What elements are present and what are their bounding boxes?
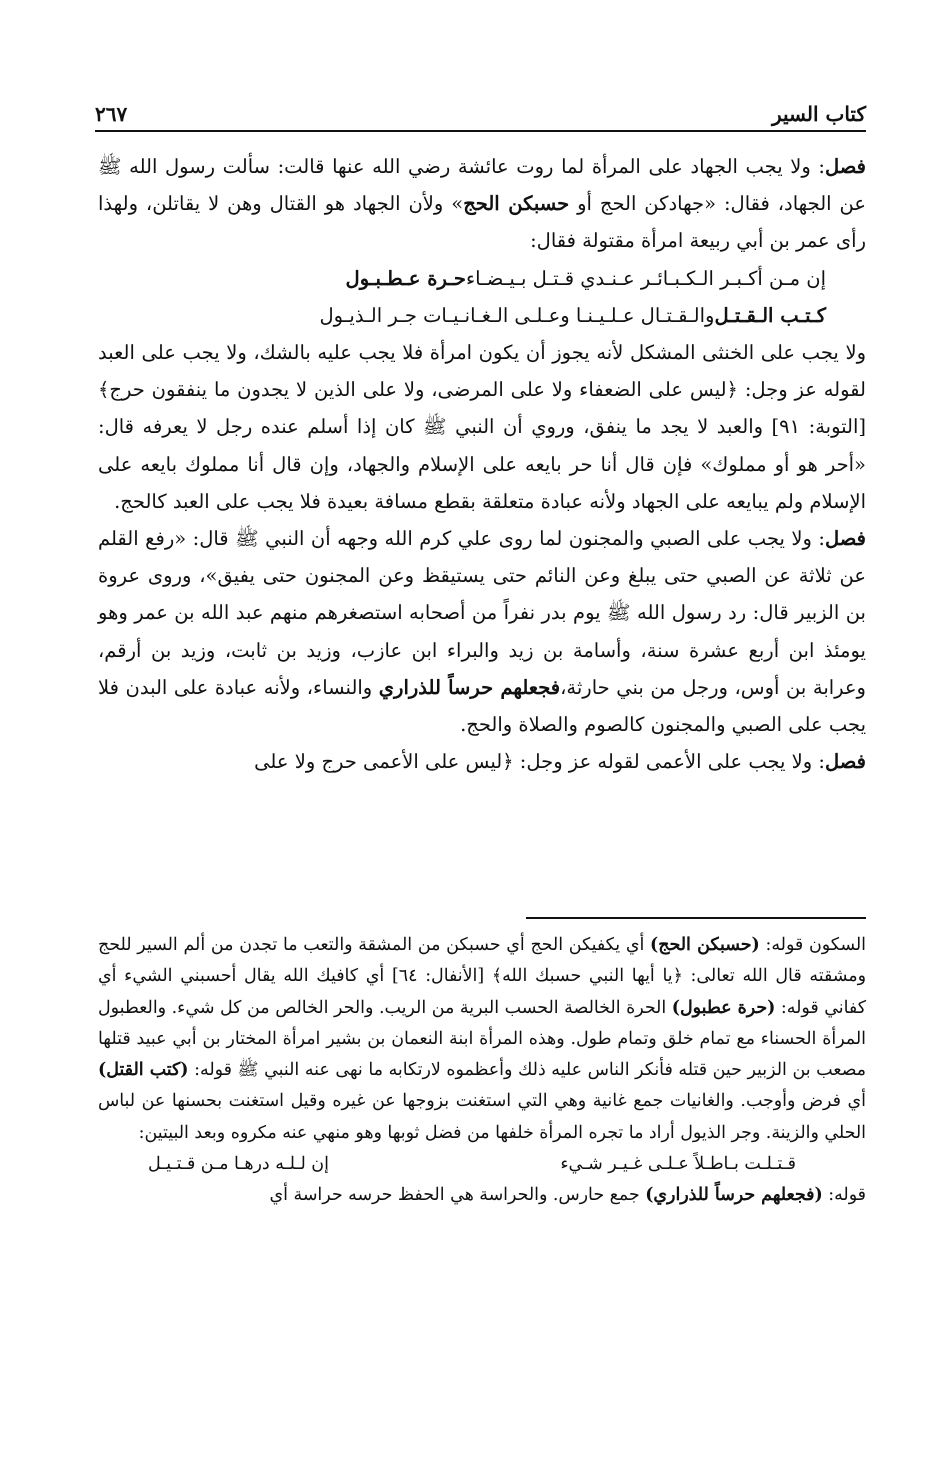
paragraph: فصل: ولا يجب على الأعمى لقوله عز وجل: ﴿ليس على الأعمى حرج ولا على [254, 750, 866, 774]
poem-verse: إن مـن أكـبـر الـكـبـائـر عـنـدي قـتـل بـيـضـاءحـرة عـطـبـول [345, 266, 826, 290]
paragraph: فصل: ولا يجب على الصبي والمجنون لما روى علي كرم الله وجهه أن النبي ﷺ قال: «رفع القلم عن ثلاثة عن الصبي حتى يبلغ وعن النائم حتى يستيقظ وعن المجنون حتى يفيق»، وروى عروة بن الزبير قال: رد رسول الله ﷺ يوم بدر نفراً من أصحابه استصغرهم منهم عبد الله بن عمر وهو يومئذ ابن أربع عشرة سنة، وأسامة بن زيد والبراء ابن عازب، وزيد بن ثابت، وزيد بن أرقم، وعرابة بن أوس، ورجل من بني حارثة،فجعلهم حرساً للذراري والنساء، ولأنه عبادة على البدن فلا يجب على الصبي والمجنون كالصوم والصلاة والحج. [98, 527, 866, 737]
footnote-verse: قـتـلـت بـاطـلاً عـلـى غـيـر شـيء إن لـلـه درهـا مـن قـتـيـل [148, 1154, 796, 1175]
footnote-paragraph: السكون قوله: (حسبكن الحج) أي يكفيكن الحج أي حسبكن من المشقة والتعب ما تجدن من ألم السير للحج ومشقته قال الله تعالى: ﴿يا أيها النبي حسبك الله﴾ [الأنفال: ٦٤] أي كافيك الله يقال أحسبني الشيء أي كفاني قوله: (حرة عطبول) الحرة الخالصة الحسب البرية من الريب. والحر الخالص من كل شيء. والعطبول المرأة الحسناء مع تمام خلق وتمام طول. وهذه المرأة ابنة النعمان بن بشير امرأة المختار بن أبي عبيد قتلها مصعب بن الزبير حين قتله فأنكر الناس عليه ذلك وأعظموه لارتكابه ما نهى عنه النبي ﷺ قوله: (كتب القتل) أي فرض وأوجب. والغانيات جمع غانية وهي التي استغنت بزوجها عن غيره وقيل استغنت بحسنها عن لباس الحلي والزينة. وجر الذيول أراد ما تجره المرأة خلفها من فضل ثوبها وهو منهي عنه مكروه وبعد البيتين: [98, 935, 867, 1143]
page-number: ٢٦٧ [95, 102, 128, 126]
page-header [95, 92, 866, 132]
paragraph: ولا يجب على الخنثى المشكل لأنه يجوز أن يكون امرأة فلا يجب عليه بالشك، ولا يجب على العبد لقوله عز وجل: ﴿ليس على الضعفاء ولا على المرضى، ولا على الذين لا يجدون ما ينفقون حرج﴾ [التوبة: ٩١] والعبد لا يجد ما ينفق، وروي أن النبي ﷺ كان إذا أسلم عنده رجل لا يعرفه قال: «أحر هو أو مملوك» فإن قال أنا حر بايعه على الإسلام والجهاد، وإن قال أنا مملوك بايعه على الإسلام ولم يبايعه على الجهاد ولأنه عبادة متعلقة بقطع مسافة بعيدة فلا يجب على العبد كالحج. [98, 341, 867, 513]
paragraph: فصل: ولا يجب الجهاد على المرأة لما روت عائشة رضي الله عنها قالت: سألت رسول الله ﷺ عن الجهاد، فقال: «جهادكن الحج أو حسبكن الحج» ولأن الجهاد هو القتال وهن لا يقاتلن، ولهذا رأى عمر بن أبي ربيعة امرأة مقتولة فقال: [98, 155, 866, 253]
footnote-divider [526, 917, 866, 919]
section-label: فصل [825, 750, 866, 774]
main-text [98, 148, 866, 780]
book-title: كتاب السير [771, 102, 866, 126]
footnotes [98, 930, 866, 1212]
poem-verse: كـتـب الـقـتـلوالـقـتـال عـلـيـنـا وعـلـى الـغـانـيـات جـر الـذيـول [319, 303, 826, 327]
footnote-paragraph: قوله: (فجعلهم حرساً للذراري) جمع حارس. والحراسة هي الحفظ حرسه حراسة أي [269, 1185, 866, 1206]
section-label: فصل [825, 527, 866, 551]
section-label: فصل [825, 155, 866, 178]
